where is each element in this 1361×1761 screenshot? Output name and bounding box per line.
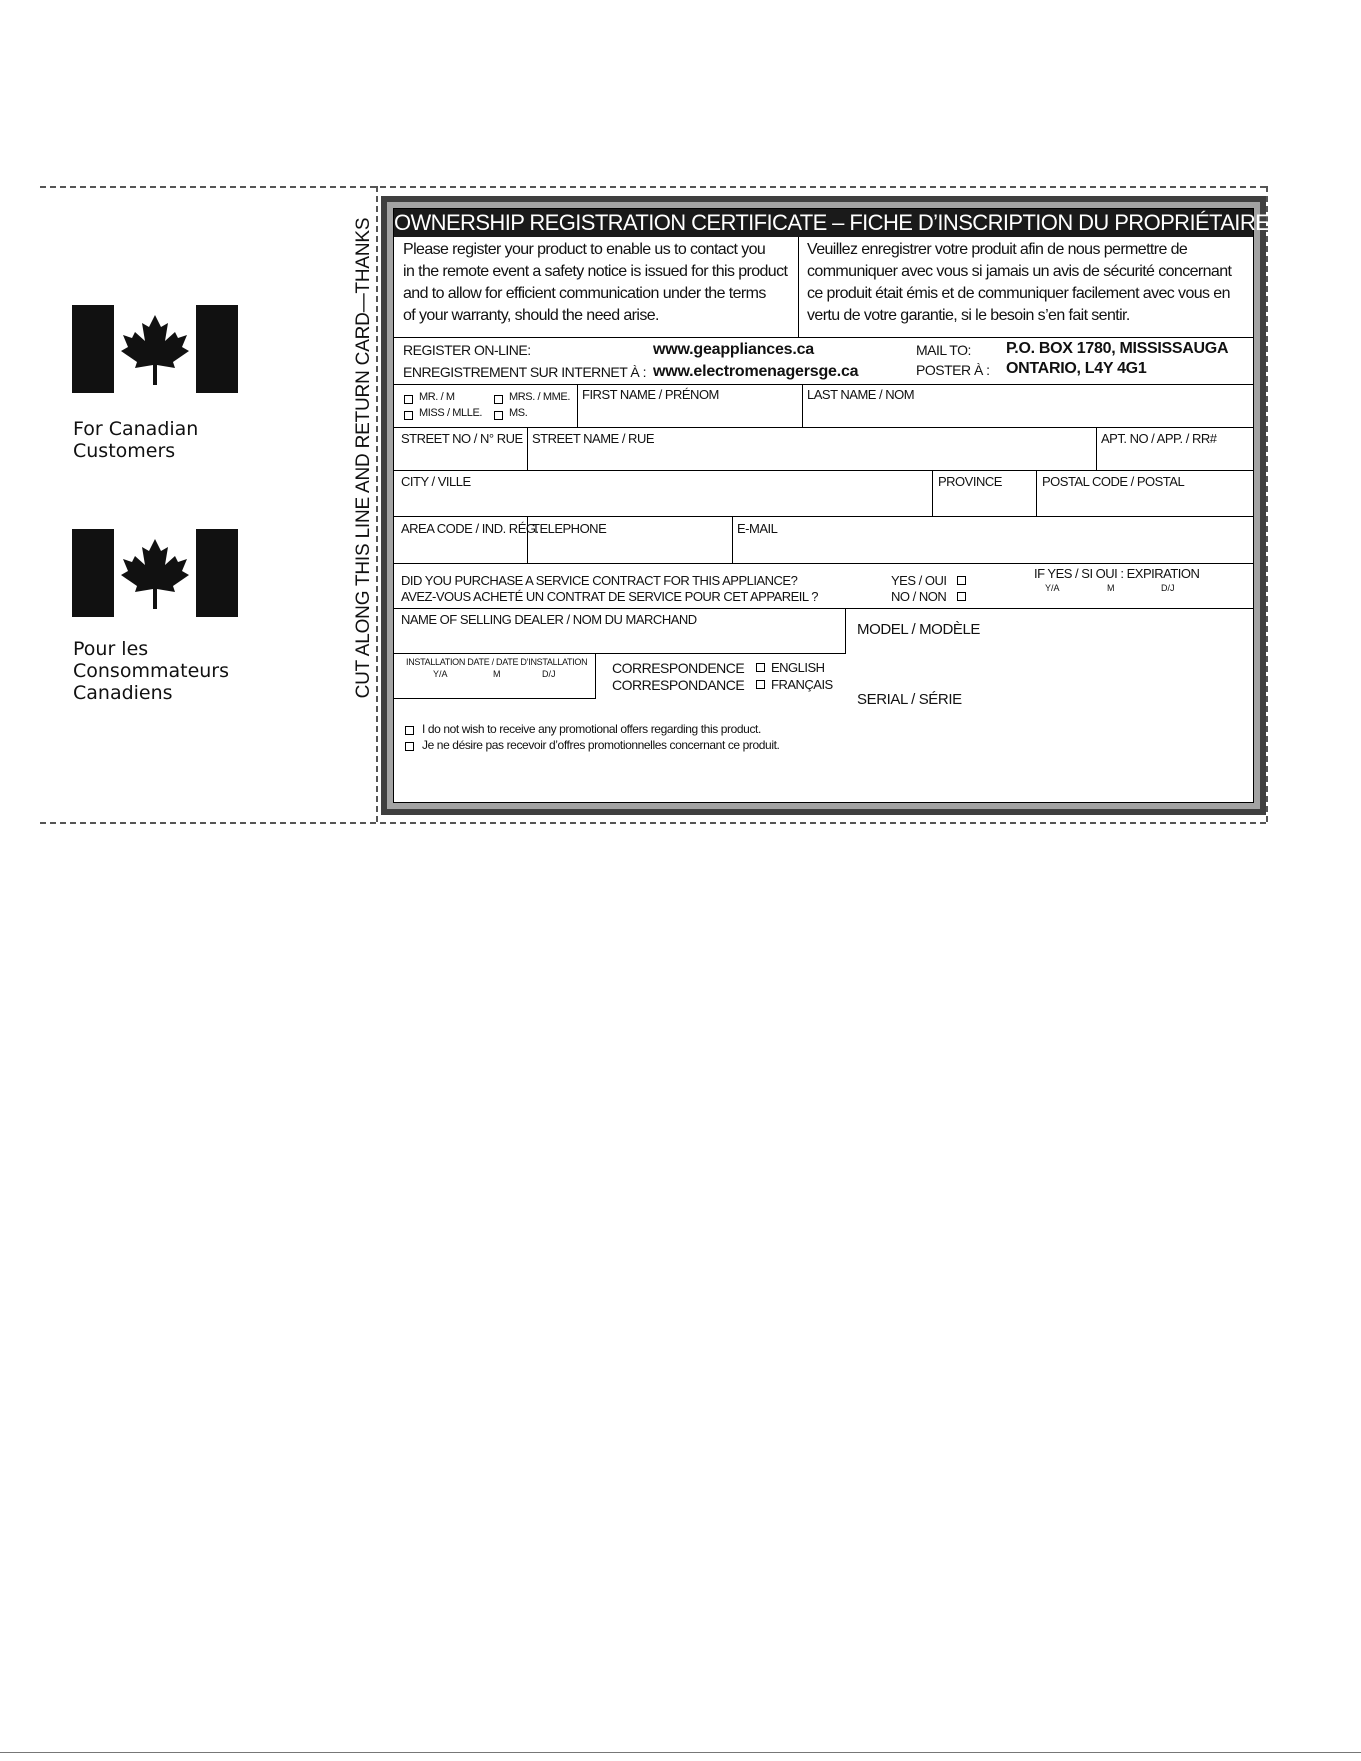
yes-checkbox[interactable]	[957, 576, 966, 585]
title-mr-label: MR. / M	[419, 391, 455, 403]
intro-french	[807, 239, 1231, 327]
intro-line: in the remote event a safety notice is issued for this product	[403, 263, 788, 280]
first-name-field[interactable]: FIRST NAME / PRÉNOM	[582, 387, 719, 402]
postal-code-field[interactable]: POSTAL CODE / POSTAL	[1042, 474, 1185, 489]
caption-line: For Canadian	[73, 418, 199, 440]
divider	[394, 563, 1253, 564]
apt-no-field[interactable]: APT. NO / APP. / RR#	[1101, 431, 1217, 446]
title-mr-checkbox[interactable]	[404, 395, 413, 404]
french-checkbox[interactable]	[756, 680, 765, 689]
correspondence-label-fr: CORRESPONDANCE	[612, 677, 745, 693]
cut-instruction-text: CUT ALONG THIS LINE AND RETURN CARD—THANKS	[353, 217, 374, 699]
title-miss-label: MISS / MLLE.	[419, 407, 483, 419]
caption-line: Consommateurs	[73, 660, 230, 682]
intro-english	[403, 239, 787, 327]
divider	[732, 516, 733, 563]
installation-year[interactable]: Y/A	[433, 669, 448, 679]
email-field[interactable]: E-MAIL	[737, 521, 778, 536]
divider	[1036, 470, 1037, 516]
mail-to-label-fr: POSTER À :	[916, 362, 990, 378]
left-cut-line	[376, 186, 378, 822]
title-ms-label: MS.	[509, 407, 528, 419]
expiration-day[interactable]: D/J	[1161, 583, 1175, 593]
title-mrs-label: MRS. / MME.	[509, 391, 570, 403]
url-french[interactable]: www.electromenagersge.ca	[653, 363, 859, 380]
divider	[1096, 427, 1097, 470]
top-cut-line	[40, 186, 1266, 188]
city-field[interactable]: CITY / VILLE	[401, 474, 471, 489]
service-contract-question-en: DID YOU PURCHASE A SERVICE CONTRACT FOR THIS APPLIANCE?	[401, 573, 798, 588]
divider	[394, 470, 1253, 471]
mailing-address-line1: P.O. BOX 1780, MISSISSAUGA	[1006, 340, 1229, 357]
canadian-flag-icon	[72, 529, 238, 617]
card-title: OWNERSHIP REGISTRATION CERTIFICATE – FICHE D’INSCRIPTION DU PROPRIÉTAIRE	[394, 210, 1270, 235]
telephone-field[interactable]: TELEPHONE	[532, 521, 607, 536]
divider	[394, 653, 846, 654]
divider	[394, 384, 1253, 385]
caption-french	[73, 638, 229, 704]
intro-line: of your warranty, should the need arise.	[403, 307, 659, 324]
street-no-field[interactable]: STREET NO / N° RUE	[401, 431, 523, 446]
installation-month[interactable]: M	[493, 669, 501, 679]
yes-label: YES / OUI	[891, 573, 947, 588]
caption-line: Pour les	[73, 638, 149, 660]
page-bottom-rule	[0, 1752, 1361, 1753]
bottom-cut-line	[40, 822, 1266, 824]
caption-line: Canadiens	[73, 682, 173, 704]
divider	[394, 698, 596, 699]
installation-date-field[interactable]: INSTALLATION DATE / DATE D’INSTALLATION	[406, 657, 588, 667]
mailing-address-line2: ONTARIO, L4Y 4G1	[1006, 360, 1147, 377]
right-cut-line	[1266, 186, 1268, 822]
intro-line: communiquer avec vous si jamais un avis de sécurité concernant	[807, 263, 1232, 280]
divider	[394, 427, 1253, 428]
title-ms-checkbox[interactable]	[494, 411, 503, 420]
divider	[394, 608, 1253, 609]
installation-day[interactable]: D/J	[542, 669, 556, 679]
dealer-name-field[interactable]: NAME OF SELLING DEALER / NOM DU MARCHAND	[401, 612, 697, 627]
model-field[interactable]: MODEL / MODÈLE	[857, 621, 981, 638]
area-code-field[interactable]: AREA CODE / IND. RÉG.	[401, 521, 539, 536]
service-contract-question-fr: AVEZ-VOUS ACHETÉ UN CONTRAT DE SERVICE POUR CET APPAREIL ?	[401, 589, 818, 604]
intro-divider	[798, 237, 799, 337]
correspondence-label-en: CORRESPONDENCE	[612, 660, 745, 676]
divider	[577, 384, 578, 427]
no-checkbox[interactable]	[957, 592, 966, 601]
mail-to-label: MAIL TO:	[916, 342, 971, 358]
french-label: FRANÇAIS	[771, 677, 833, 692]
caption-line: Customers	[73, 440, 176, 462]
intro-line: ce produit était émis et de communiquer facilement avec vous en	[807, 285, 1230, 302]
title-mrs-checkbox[interactable]	[494, 395, 503, 404]
expiration-year[interactable]: Y/A	[1045, 583, 1060, 593]
divider	[394, 516, 1253, 517]
english-label: ENGLISH	[771, 660, 825, 675]
english-checkbox[interactable]	[756, 663, 765, 672]
serial-field[interactable]: SERIAL / SÉRIE	[857, 691, 962, 708]
intro-line: vertu de votre garantie, si le besoin s’en fait sentir.	[807, 307, 1130, 324]
canadian-flag-icon	[72, 305, 238, 393]
optout-en-checkbox[interactable]	[405, 726, 414, 735]
intro-line: Please register your product to enable us to contact you	[403, 241, 766, 258]
province-field[interactable]: PROVINCE	[938, 474, 1002, 489]
registration-card	[393, 208, 1270, 803]
expiration-month[interactable]: M	[1107, 583, 1115, 593]
expiration-label: IF YES / SI OUI : EXPIRATION	[1034, 566, 1200, 581]
optout-fr-label: Je ne désire pas recevoir d’offres promotionnelles concernant ce produit.	[422, 738, 780, 752]
optout-fr-checkbox[interactable]	[405, 742, 414, 751]
street-name-field[interactable]: STREET NAME / RUE	[532, 431, 655, 446]
last-name-field[interactable]: LAST NAME / NOM	[807, 387, 915, 402]
no-label: NO / NON	[891, 589, 947, 604]
optout-en-label: I do not wish to receive any promotional offers regarding this product.	[422, 722, 761, 736]
divider	[845, 608, 846, 653]
intro-line: Veuillez enregistrer votre produit afin de nous permettre de	[807, 241, 1188, 258]
divider	[527, 516, 528, 563]
url-english[interactable]: www.geappliances.ca	[653, 341, 815, 358]
register-online-label: REGISTER ON-LINE:	[403, 342, 531, 358]
divider	[802, 384, 803, 427]
divider	[932, 470, 933, 516]
divider	[394, 337, 1253, 338]
divider	[527, 427, 528, 470]
caption-english	[73, 418, 198, 462]
intro-line: and to allow for efficient communication under the terms	[403, 285, 766, 302]
title-miss-checkbox[interactable]	[404, 411, 413, 420]
register-online-label-fr: ENREGISTREMENT SUR INTERNET À :	[403, 364, 647, 380]
divider	[595, 653, 596, 698]
